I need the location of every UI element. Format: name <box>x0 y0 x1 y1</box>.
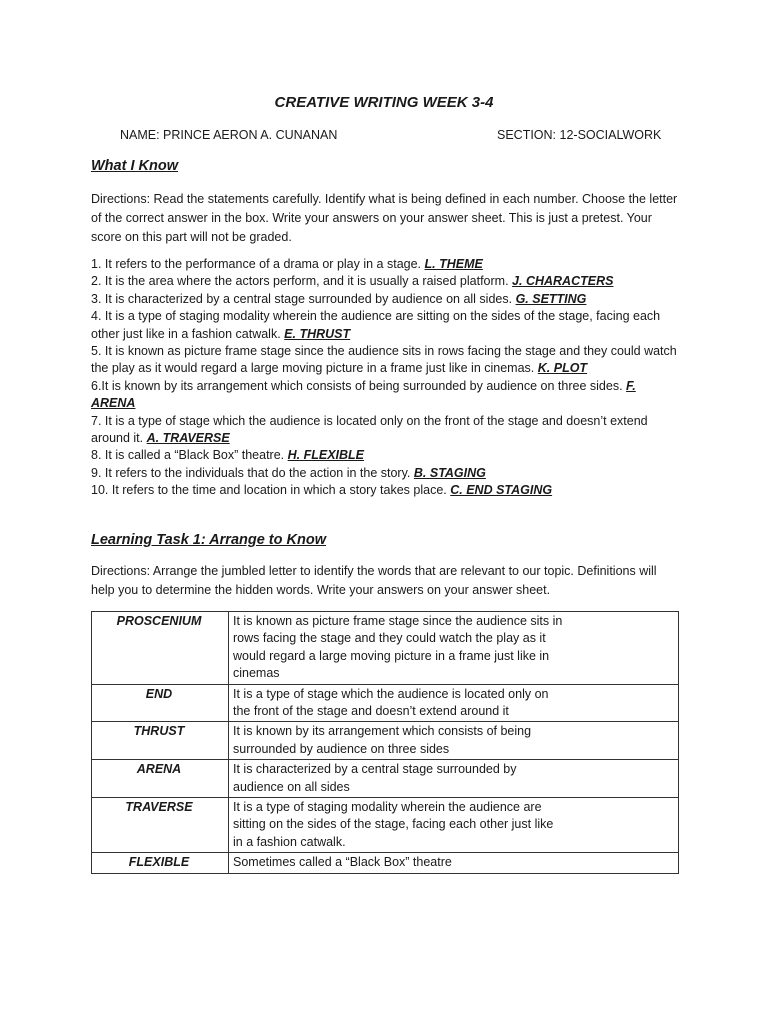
pretest-item <box>91 378 681 413</box>
definition-cell <box>229 612 679 685</box>
what-i-know-directions: Directions: Read the statements carefully. Identify what is being defined in each number. Choose the letter of the correct answer in the box. Write your answers on your answer sheet. This is just a pretest. Your score on this part will not be graded. <box>91 192 678 244</box>
learning-task-directions: Directions: Arrange the jumbled letter to identify the words that are relevant to our topic. Definitions will help you to determine the hidden words. Write your answers on your answer sheet. <box>91 564 657 597</box>
term-cell: END <box>92 684 229 722</box>
definition-text: It is a type of staging modality wherein the audience are sitting on the sides of the stage, facing each other just like in a fashion catwalk. <box>233 800 554 849</box>
item-question: 2. It is the area where the actors perform, and it is usually a raised platform. <box>91 274 509 289</box>
pretest-item <box>91 256 681 273</box>
arrange-table <box>91 611 679 874</box>
term-cell: TRAVERSE <box>92 798 229 853</box>
item-answer: E. THRUST <box>284 326 351 341</box>
item-question: 8. It is called a “Black Box” theatre. <box>91 448 285 463</box>
page-title: CREATIVE WRITING WEEK 3-4 <box>274 94 494 111</box>
item-answer: B. STAGING <box>413 465 486 480</box>
item-answer: H. FLEXIBLE <box>287 448 365 463</box>
definition-text: It is known as picture frame stage since the audience sits in rows facing the stage and they could watch the play as it would regard a large moving picture in a frame just like in cinemas <box>233 614 563 681</box>
table-row <box>92 722 679 760</box>
definition-cell <box>229 684 679 722</box>
item-question: 5. It is known as picture frame stage since the audience sits in rows facing the stage and they could watch the play as it would regard a large moving picture in a frame just like in cinemas. <box>91 344 677 376</box>
item-question: 10. It refers to the time and location in which a story takes place. <box>91 483 447 498</box>
definition-cell <box>229 722 679 760</box>
table-row <box>92 853 679 873</box>
item-question: 9. It refers to the individuals that do the action in the story. <box>91 465 411 480</box>
item-answer: K. PLOT <box>537 361 588 376</box>
learning-task-heading: Learning Task 1: Arrange to Know <box>91 532 326 548</box>
table-row <box>92 798 679 853</box>
student-name: NAME: PRINCE AERON A. CUNANAN <box>120 128 338 142</box>
pretest-item <box>91 447 681 464</box>
term-cell: ARENA <box>92 760 229 798</box>
item-question: 4. It is a type of staging modality wherein the audience are sitting on the sides of the stage, facing each other just like in a fashion catwalk. <box>91 309 661 341</box>
table-row <box>92 684 679 722</box>
pretest-item <box>91 413 681 448</box>
item-answer: A. TRAVERSE <box>146 431 230 446</box>
item-question: 6.It is known by its arrangement which consists of being surrounded by audience on three sides. <box>91 378 623 393</box>
definition-cell <box>229 853 679 873</box>
term-cell: THRUST <box>92 722 229 760</box>
item-question: 1. It refers to the performance of a drama or play in a stage. <box>91 257 422 271</box>
table-row <box>92 760 679 798</box>
definition-cell <box>229 798 679 853</box>
item-answer: C. END STAGING <box>450 483 553 498</box>
pretest-item <box>91 343 681 378</box>
item-answer: L. THEME <box>424 257 483 271</box>
table-row <box>92 612 679 685</box>
item-answer: G. SETTING <box>515 291 587 306</box>
pretest-items <box>91 256 681 500</box>
definition-text: It is known by its arrangement which consists of being surrounded by audience on three sides <box>233 724 532 756</box>
definition-text: It is a type of stage which the audience is located only on the front of the stage and doesn’t extend around it <box>233 686 549 719</box>
item-question: 7. It is a type of stage which the audience is located only on the front of the stage and doesn’t extend around it. <box>91 413 648 446</box>
pretest-item <box>91 308 681 343</box>
item-question: 3. It is characterized by a central stage surrounded by audience on all sides. <box>91 291 513 306</box>
pretest-item <box>91 291 681 308</box>
definition-text: It is characterized by a central stage surrounded by audience on all sides <box>233 762 517 794</box>
term-cell: PROSCENIUM <box>92 612 229 685</box>
pretest-item <box>91 482 681 499</box>
what-i-know-heading: What I Know <box>91 158 178 174</box>
pretest-item <box>91 465 681 482</box>
item-answer: F. ARENA <box>91 378 636 411</box>
term-cell: FLEXIBLE <box>92 853 229 873</box>
pretest-item <box>91 273 681 290</box>
item-answer: J. CHARACTERS <box>512 274 614 289</box>
student-section: SECTION: 12-SOCIALWORK <box>497 128 662 142</box>
definition-cell <box>229 760 679 798</box>
definition-text: Sometimes called a “Black Box” theatre <box>233 855 452 870</box>
